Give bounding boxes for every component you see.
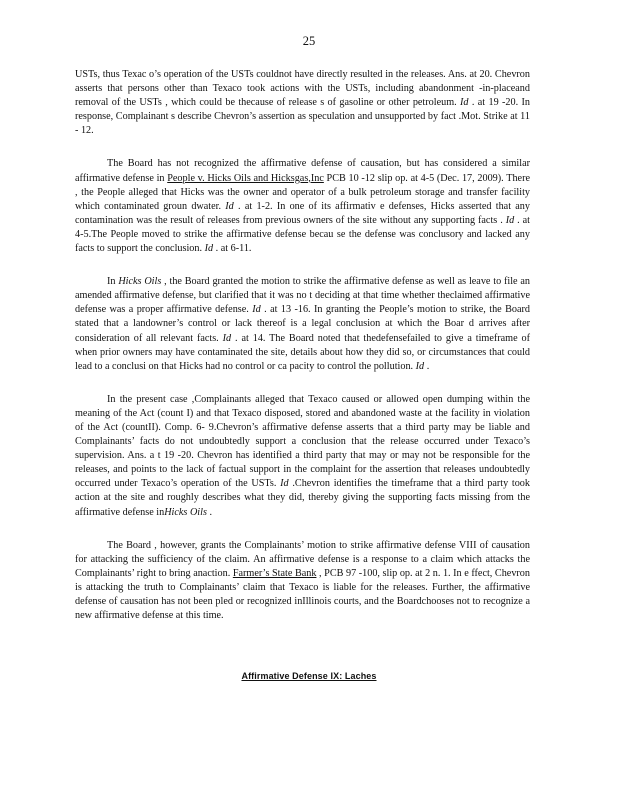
text-run: . <box>206 506 213 518</box>
text-run: . at 13 -16. In granting the People’s motion to strike, the Board stated that a landowner’s control or lack thereof is a legal conclusion at which the Boar d arrives after consideration of all relevant facts. <box>75 304 530 344</box>
text-run: In the present case ,Complainants alleged that Texaco caused or allowed open dumping within the meaning of the Act (count I) and that Texaco disposed, stored and abandoned waste at the facility in violation of the Act (countII). Comp. 6- 9.Chevron’s affirmative defense asserts that a third party may be liable and Complainants’ facts do not undoubtedly support a conclusion that the release occurred under Texaco’s supervision. Ans. a t 19 -20. Chevron has identified a third party that may or may not be responsible for the releases, and points to the lack of factual support in the complaint for the assertion that releases undoubtedly occurred under Texaco’s operation of the USTs. <box>75 393 530 490</box>
citation-italic: Id <box>505 214 515 226</box>
citation-italic: Id <box>222 332 232 344</box>
document-body <box>75 68 530 642</box>
citation-italic: Hicks Oils <box>118 276 162 288</box>
citation-italic: Id <box>460 97 469 109</box>
text-run: PCB 10 -12 slip op. at 4-5 (Dec. 17, 2009). There , the People alleged that Hicks was the owner and operator of a bulk petroleum storage and transfer facility which contaminated groun dwater. <box>75 172 530 212</box>
section-heading: Affirmative Defense IX: Laches <box>241 671 377 681</box>
citation-italic: Hicks Oils <box>164 506 207 518</box>
text-run: , PCB 97 -100, slip op. at 2 n. 1. In e ffect, Chevron is attacking the truth to Complainants’ claim that Texaco is liable for the releases. Further, the affirmative defense of causation has not been pled or recognized inIllinois courts, and the Boardchooses not to recognize a new affirmative defense at this time. <box>75 567 530 622</box>
text-run: . at 1-2. In one of its affirmativ e defenses, Hicks asserted that any contamination was the result of releases from previous owners of the site without any supporting facts . <box>75 200 530 226</box>
text-run: .Chevron identifies the timeframe that a third party took action at the site and roughly describes what they did, thereby giving the supporting facts missing from the affirmative defense in <box>75 478 530 518</box>
text-run: The Board has not recognized the affirmative defense of causation, but has considered a similar affirmative defense in <box>75 158 530 184</box>
case-name-underlined: People v. Hicks Oils and Hicksgas,Inc <box>167 172 324 184</box>
text-run: . at 6-11. <box>213 243 252 255</box>
citation-italic: Id <box>204 243 214 255</box>
text-run: USTs, thus Texac o’s operation of the USTs couldnot have directly resulted in the releases. Ans. at 20. Chevron asserts that persons other than Texaco took actions with the USTs, including abandonment -in-placeand removal of the USTs , which could be thecause of release s of gasoline or other petroleum. <box>75 69 530 109</box>
text-run: . <box>424 360 430 372</box>
page-number: 25 <box>302 34 316 48</box>
citation-italic: Id <box>415 360 425 372</box>
text-run: . at 19 -20. In response, Complainant s describe Chevron’s assertion as speculation and unsupported by fact .Mot. Strike at 11 - 12. <box>75 97 531 137</box>
case-name-underlined: Farmer’s State Bank <box>232 567 317 579</box>
citation-italic: Id <box>280 478 289 490</box>
paragraph-2 <box>75 157 530 256</box>
text-run: In <box>107 276 119 288</box>
paragraph-4 <box>75 393 530 520</box>
citation-italic: Id <box>225 200 234 212</box>
paragraph-5 <box>75 539 530 624</box>
citation-italic: Id <box>252 304 261 316</box>
paragraph-1 <box>75 68 530 138</box>
text-run: The Board , however, grants the Complainants’ motion to strike affirmative defense VIII of causation for attacking the sufficiency of the claim. An affirmative defense is a response to a claim which attacks the Complainants’ right to bring anaction. <box>75 539 530 579</box>
text-run: , the Board granted the motion to strike the affirmative defense as well as leave to file an amended affirmative defense, but clarified that it was no t deciding at that time whether theclaimed affirmative defense was a proper affirmative defense. <box>75 276 530 316</box>
text-run: . at 4-5.The People moved to strike the affirmative defense becau se the defense was conclusory and lacked any facts to support the conclusion. <box>75 214 531 255</box>
text-run: . at 14. The Board noted that thedefensefailed to give a timeframe of when prior owners may have contaminated the site, details about how they did so, or circumstances that could lead to a conclusi on that Hicks had no control or ca pacity to control the pollution. <box>75 332 531 372</box>
paragraph-3 <box>75 275 530 374</box>
